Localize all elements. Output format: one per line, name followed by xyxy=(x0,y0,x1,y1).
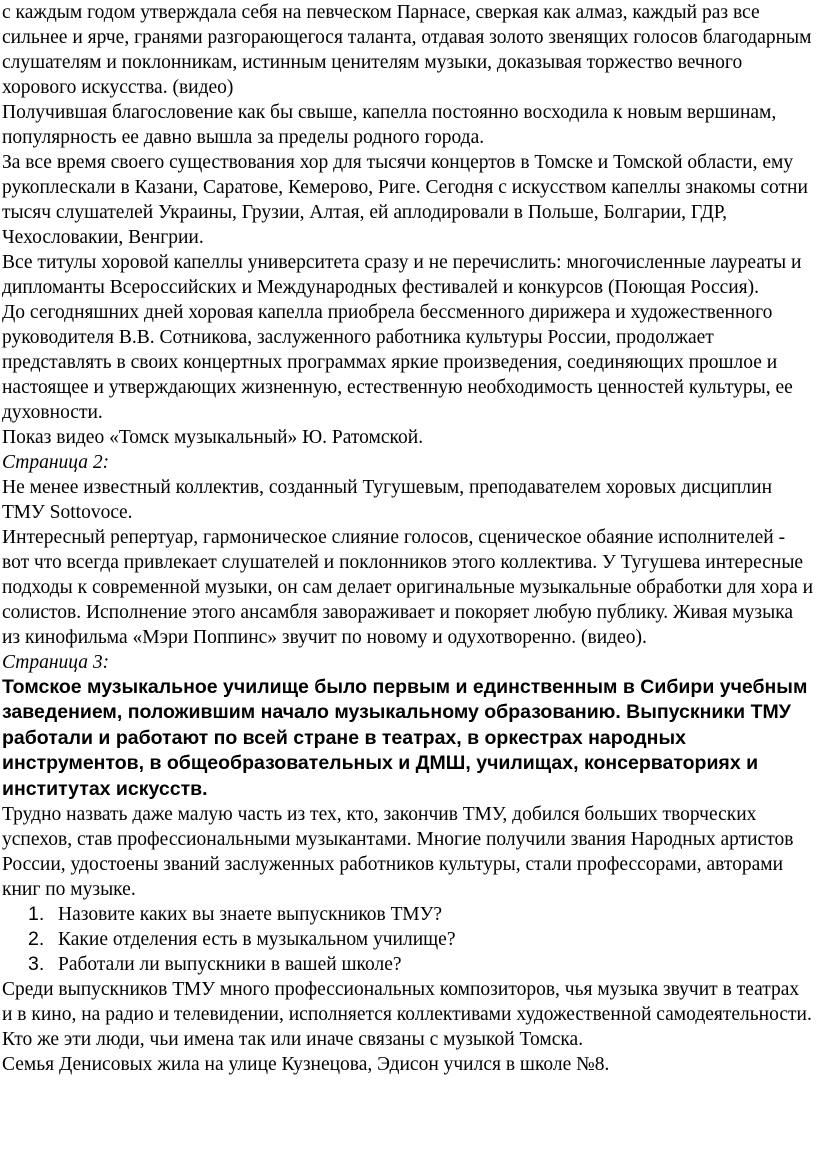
list-number: 3. xyxy=(28,953,45,976)
list-item-text: Работали ли выпускники в вашей школе? xyxy=(58,954,402,976)
paragraph-composers: Среди выпускников ТМУ много профессиональных композиторов, чья музыка звучит в театрах и в кино, на радио и телевидении, исполняется коллективами художественной самодеятельности. Кто же эти люди, чьи имена так или иначе связаны с музыкой Томска. xyxy=(2,979,812,1051)
paragraph-conductor: До сегодняшних дней хоровая капелла приобрела бессменного дирижера и художественного руководителя В.В. Сотникова, заслуженного работника культуры России, продолжает представлять в своих концертных программах яркие произведения, соединяющих прошлое и настоящее и утверждающих жизненную, естественную необходимость ценностей культуры, ее духовности. xyxy=(2,302,793,423)
list-item-text: Назовите каких вы знаете выпускников ТМУ? xyxy=(58,904,443,926)
paragraph-denisov-family: Семья Денисовых жила на улице Кузнецова, Эдисон учился в школе №8. xyxy=(2,1054,610,1076)
paragraph-repertoire: Интересный репертуар, гармоническое слияние голосов, сценическое обаяние исполнителей - вот что всегда привлекает слушателей и поклонников этого коллектива. У Тугушева интересные подходы к современной музыки, он сам делает оригинальные музыкальные обработки для хора и солистов. Исполнение этого ансамбля завораживает и покоряет любую публику. Живая музыка из кинофильма «Мэри Поппинс» звучит по новому и одухотворенно. (видео). xyxy=(2,527,814,648)
list-item xyxy=(2,927,814,952)
questions-list xyxy=(2,902,814,977)
paragraph-blessing: Получившая благословение как бы свыше, капелла постоянно восходила к новым вершинам, популярность ее давно вышла за пределы родного города. xyxy=(2,102,777,148)
list-number: 1. xyxy=(28,903,45,926)
list-item xyxy=(2,952,814,977)
paragraph-titles: Все титулы хоровой капеллы университета сразу и не перечислить: многочисленные лауреаты и дипломанты Всероссийских и Международных фестивалей и конкурсов (Поющая Россия). xyxy=(2,252,802,298)
page-2-label: Страница 2: xyxy=(2,452,110,473)
list-item xyxy=(2,902,814,927)
paragraph-concerts: За все время своего существования хор для тысячи концертов в Томске и Томской области, ему рукоплескали в Казани, Саратове, Кемерово, Риге. Сегодня с искусством капеллы знакомы сотни тысяч слушателей Украины, Грузии, Алтая, ей аплодировали в Польше, Болгарии, ГДР, Чехословакии, Венгрии. xyxy=(2,152,808,248)
list-number: 2. xyxy=(28,928,45,951)
paragraph-graduates: Трудно назвать даже малую часть из тех, кто, закончив ТМУ, добился больших творческих успехов, став профессиональными музыкантами. Многие получили звания Народных артистов России, удостоены званий заслуженных работников культуры, стали профессорами, авторами книг по музыке. xyxy=(2,804,794,901)
document-page xyxy=(2,0,814,1077)
paragraph-sottovoce: Не менее известный коллектив, созданный Тугушевым, преподавателем хоровых дисциплин ТМУ Sottovoce. xyxy=(2,477,773,523)
paragraph-video-show: Показ видео «Томск музыкальный» Ю. Ратомской. xyxy=(2,427,424,448)
page-3-label: Страница 3: xyxy=(2,652,110,673)
paragraph-singing-parnassus: с каждым годом утверждала себя на певческом Парнасе, сверкая как алмаз, каждый раз все сильнее и ярче, гранями разгорающегося таланта, отдавая золото звенящих голосов благодарным слушателям и поклонникам, истинным ценителям музыки, доказывая торжество вечного хорового искусства. (видео) xyxy=(2,2,812,98)
list-item-text: Какие отделения есть в музыкальном училище? xyxy=(58,929,456,951)
paragraph-music-school-bold: Томское музыкальное училище было первым и единственным в Сибири учебным заведением, положившим начало музыкальному образованию. Выпускники ТМУ работали и работают по всей стране в театрах, в оркестрах народных инструментов, в общеобразовательных и ДМШ, училищах, консерваториях и институтах искусств. xyxy=(2,676,808,800)
